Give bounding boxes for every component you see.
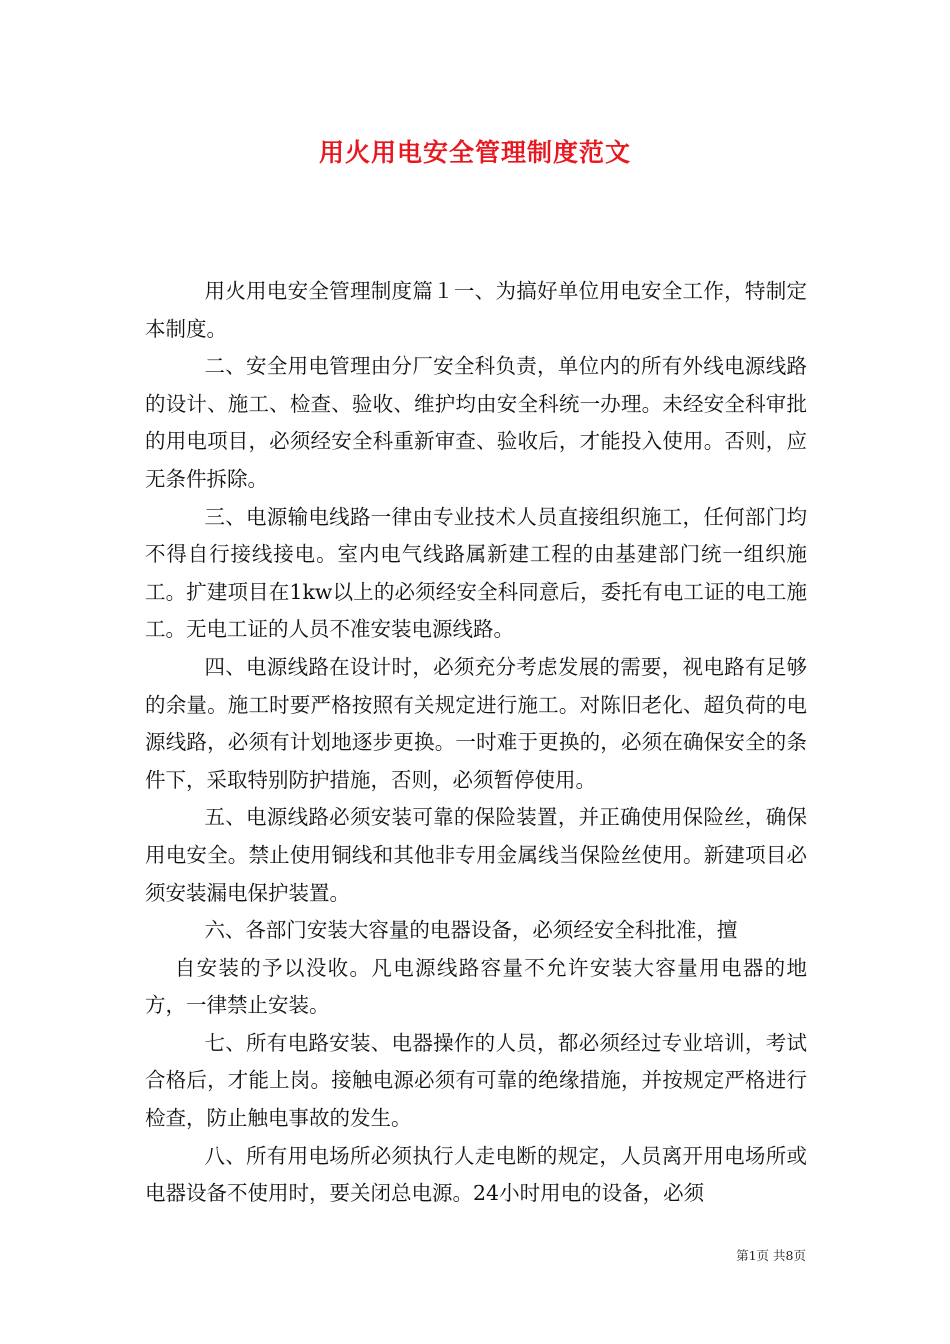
paragraph-2: 二、安全用电管理由分厂安全科负责，单位内的所有外线电源线路的设计、施工、检查、验收、维护均由安全科统一办理。未经安全科审批的用电项目，必须经安全科重新审查、验收后，才能投入使用。否则，应无条件拆除。 — [145, 354, 807, 491]
paragraph-6: 六、各部门安装大容量的电器设备，必须经安全科批准，擅 — [204, 918, 738, 943]
page-title: 用火用电安全管理制度范文 — [318, 138, 631, 167]
paragraph-8: 八、所有用电场所必须执行人走电断的规定，人员离开用电场所或电器设备不使用时，要关闭总电源。24小时用电的设备，必须 — [145, 1143, 807, 1206]
page-number-footer: 第1页 共8页 — [736, 1248, 806, 1263]
paragraph-7: 七、所有电路安装、电器操作的人员，都必须经过专业培训，考试合格后，才能上岗。接触电源必须有可靠的绝缘措施，并按规定严格进行检查，防止触电事故的发生。 — [145, 1030, 807, 1131]
paragraph-3: 三、电源输电线路一律由专业技术人员直接组织施工，任何部门均不得自行接线接电。室内电气线路属新建工程的由基建部门统一组织施工。扩建项目在1kw以上的必须经安全科同意后，委托有电工证的电工施工。无电工证的人员不准安装电源线路。 — [145, 504, 807, 642]
paragraph-5: 五、电源线路必须安装可靠的保险装置，并正确使用保险丝，确保用电安全。禁止使用铜线和其他非专用金属线当保险丝使用。新建项目必须安装漏电保护装置。 — [145, 805, 807, 905]
document-body — [145, 273, 807, 1213]
paragraph-6-continued: 自安装的予以没收。凡电源线路容量不允许安装大容量用电器的地方，一律禁止安装。 — [145, 955, 807, 1018]
paragraph-4: 四、电源线路在设计时，必须充分考虑发展的需要，视电路有足够的余量。施工时要严格按照有关规定进行施工。对陈旧老化、超负荷的电源线路，必须有计划地逐步更换。一时难于更换的，必须在确保安全的条件下，采取特别防护措施，否则，必须暂停使用。 — [145, 654, 807, 792]
paragraph-1: 用火用电安全管理制度篇１一、为搞好单位用电安全工作，特制定本制度。 — [145, 279, 807, 341]
